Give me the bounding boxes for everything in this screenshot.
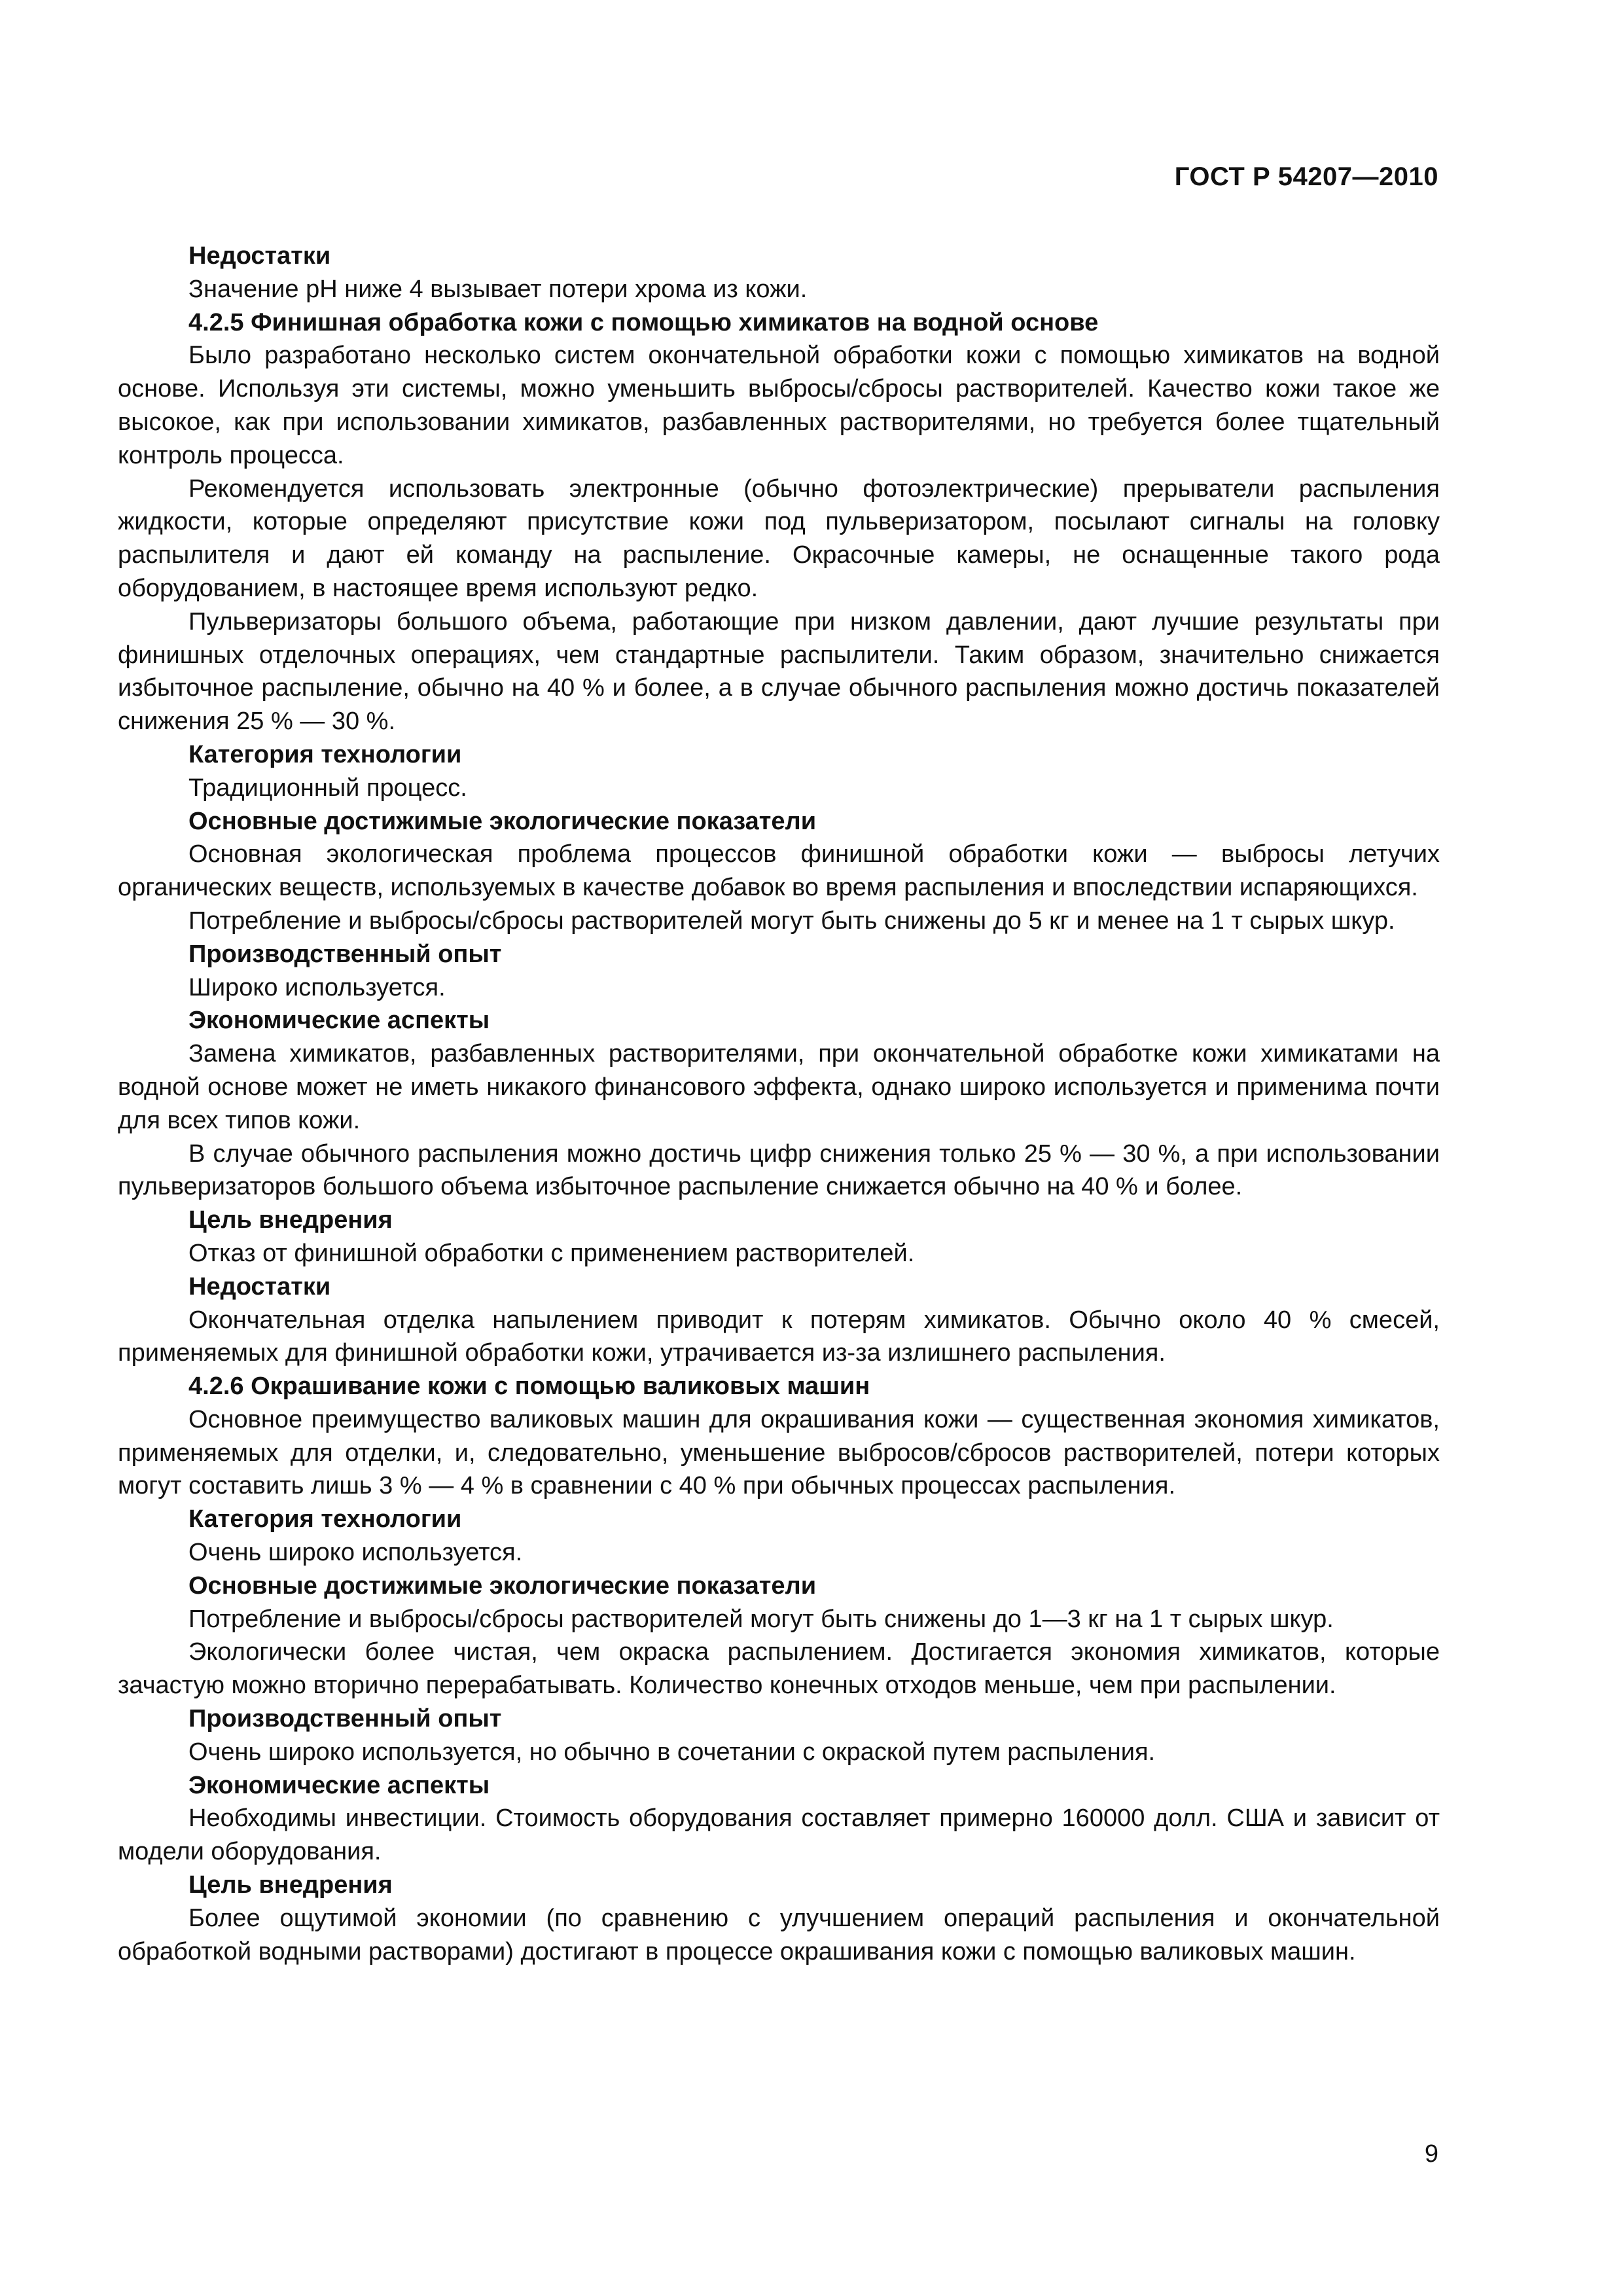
paragraph: Потребление и выбросы/сбросы растворителей могут быть снижены до 5 кг и менее на 1 т сырых шкур. — [188, 906, 1395, 935]
section-heading: Категория технологии — [188, 740, 462, 768]
paragraph: Экологически более чистая, чем окраска распылением. Достигается экономия химикатов, которые зачастую можно вторично перерабатывать. Количество конечных отходов меньше, чем при распылении. — [118, 1638, 1440, 1700]
paragraph: Потребление и выбросы/сбросы растворителей могут быть снижены до 1—3 кг на 1 т сырых шкур. — [188, 1605, 1334, 1633]
paragraph: Очень широко используется, но обычно в сочетании с окраской путем распыления. — [188, 1738, 1156, 1766]
paragraph: Широко используется. — [188, 973, 446, 1001]
paragraph: Окончательная отделка напылением приводит к потерям химикатов. Обычно около 40 % смесей, применяемых для финишной обработки кожи, утрачивается из-за излишнего распыления. — [118, 1306, 1440, 1367]
section-heading: 4.2.5 Финишная обработка кожи с помощью химикатов на водной основе — [188, 308, 1099, 336]
page-number: 9 — [1424, 2140, 1438, 2168]
paragraph: В случае обычного распыления можно достичь цифр снижения только 25 % — 30 %, а при использовании пульверизаторов большого объема избыточное распыление снижается обычно на 40 % и более. — [118, 1139, 1440, 1201]
paragraph: Пульверизаторы большого объема, работающие при низком давлении, дают лучшие результаты при финишных отделочных операциях, чем стандартные распылители. Таким образом, значительно снижается избыточное распыление, обычно на 40 % и более, а в случае обычного распыления можно достичь показателей снижения 25 % — 30 %. — [118, 607, 1440, 736]
section-heading: Цель внедрения — [188, 1206, 393, 1234]
paragraph: Замена химикатов, разбавленных растворителями, при окончательной обработке кожи химикатами на водной основе может не иметь никакого финансового эффекта, однако широко используется и применима почти для всех типов кожи. — [118, 1040, 1440, 1134]
paragraph: Основное преимущество валиковых машин для окрашивания кожи — существенная экономия химикатов, применяемых для отделки, и, следовательно, уменьшение выбросов/сбросов растворителей, потери которых могут составить лишь 3 % — 4 % в сравнении с 40 % при обычных процессах распыления. — [118, 1405, 1440, 1500]
section-heading: Категория технологии — [188, 1505, 462, 1534]
section-heading: 4.2.6 Окрашивание кожи с помощью валиковых машин — [188, 1372, 870, 1401]
paragraph: Более ощутимой экономии (по сравнению с улучшением операций распыления и окончательной обработкой водными растворами) достигают в процессе окрашивания кожи с помощью валиковых машин. — [118, 1904, 1440, 1965]
paragraph: Рекомендуется использовать электронные (обычно фотоэлектрические) прерыватели распыления жидкости, которые определяют присутствие кожи под пульверизатором, посылают сигналы на головку распылителя и дают ей команду на распыление. Окрасочные камеры, не оснащенные такого рода оборудованием, в настоящее время используют редко. — [118, 475, 1440, 602]
paragraph: Значение рН ниже 4 вызывает потери хрома из кожи. — [188, 275, 808, 303]
document-header: ГОСТ Р 54207—2010 — [1174, 162, 1438, 191]
section-heading: Экономические аспекты — [188, 1007, 490, 1035]
paragraph: Было разработано несколько систем окончательной обработки кожи с помощью химикатов на водной основе. Используя эти системы, можно уменьшить выбросы/сбросы растворителей. Качество кожи такое же высокое, как при использовании химикатов, разбавленных растворителями, но требуется более тщательный контроль процесса. — [118, 342, 1440, 469]
section-heading: Цель внедрения — [188, 1871, 393, 1899]
section-heading: Основные достижимые экологические показатели — [188, 807, 817, 835]
paragraph: Традиционный процесс. — [188, 774, 467, 802]
paragraph: Необходимы инвестиции. Стоимость оборудования составляет примерно 160000 долл. США и зависит от модели оборудования. — [118, 1804, 1440, 1866]
section-heading: Основные достижимые экологические показатели — [188, 1571, 817, 1600]
section-heading: Производственный опыт — [188, 1705, 502, 1733]
section-heading: Экономические аспекты — [188, 1771, 490, 1799]
section-heading: Недостатки — [188, 1272, 331, 1300]
paragraph: Основная экологическая проблема процессов финишной обработки кожи — выбросы летучих органических веществ, используемых в качестве добавок во время распыления и впоследствии испаряющихся. — [118, 840, 1440, 902]
section-heading: Недостатки — [188, 242, 331, 270]
section-heading: Производственный опыт — [188, 940, 502, 968]
document-body — [118, 240, 1440, 1968]
paragraph: Отказ от финишной обработки с применением растворителей. — [188, 1239, 915, 1267]
paragraph: Очень широко используется. — [188, 1539, 523, 1567]
